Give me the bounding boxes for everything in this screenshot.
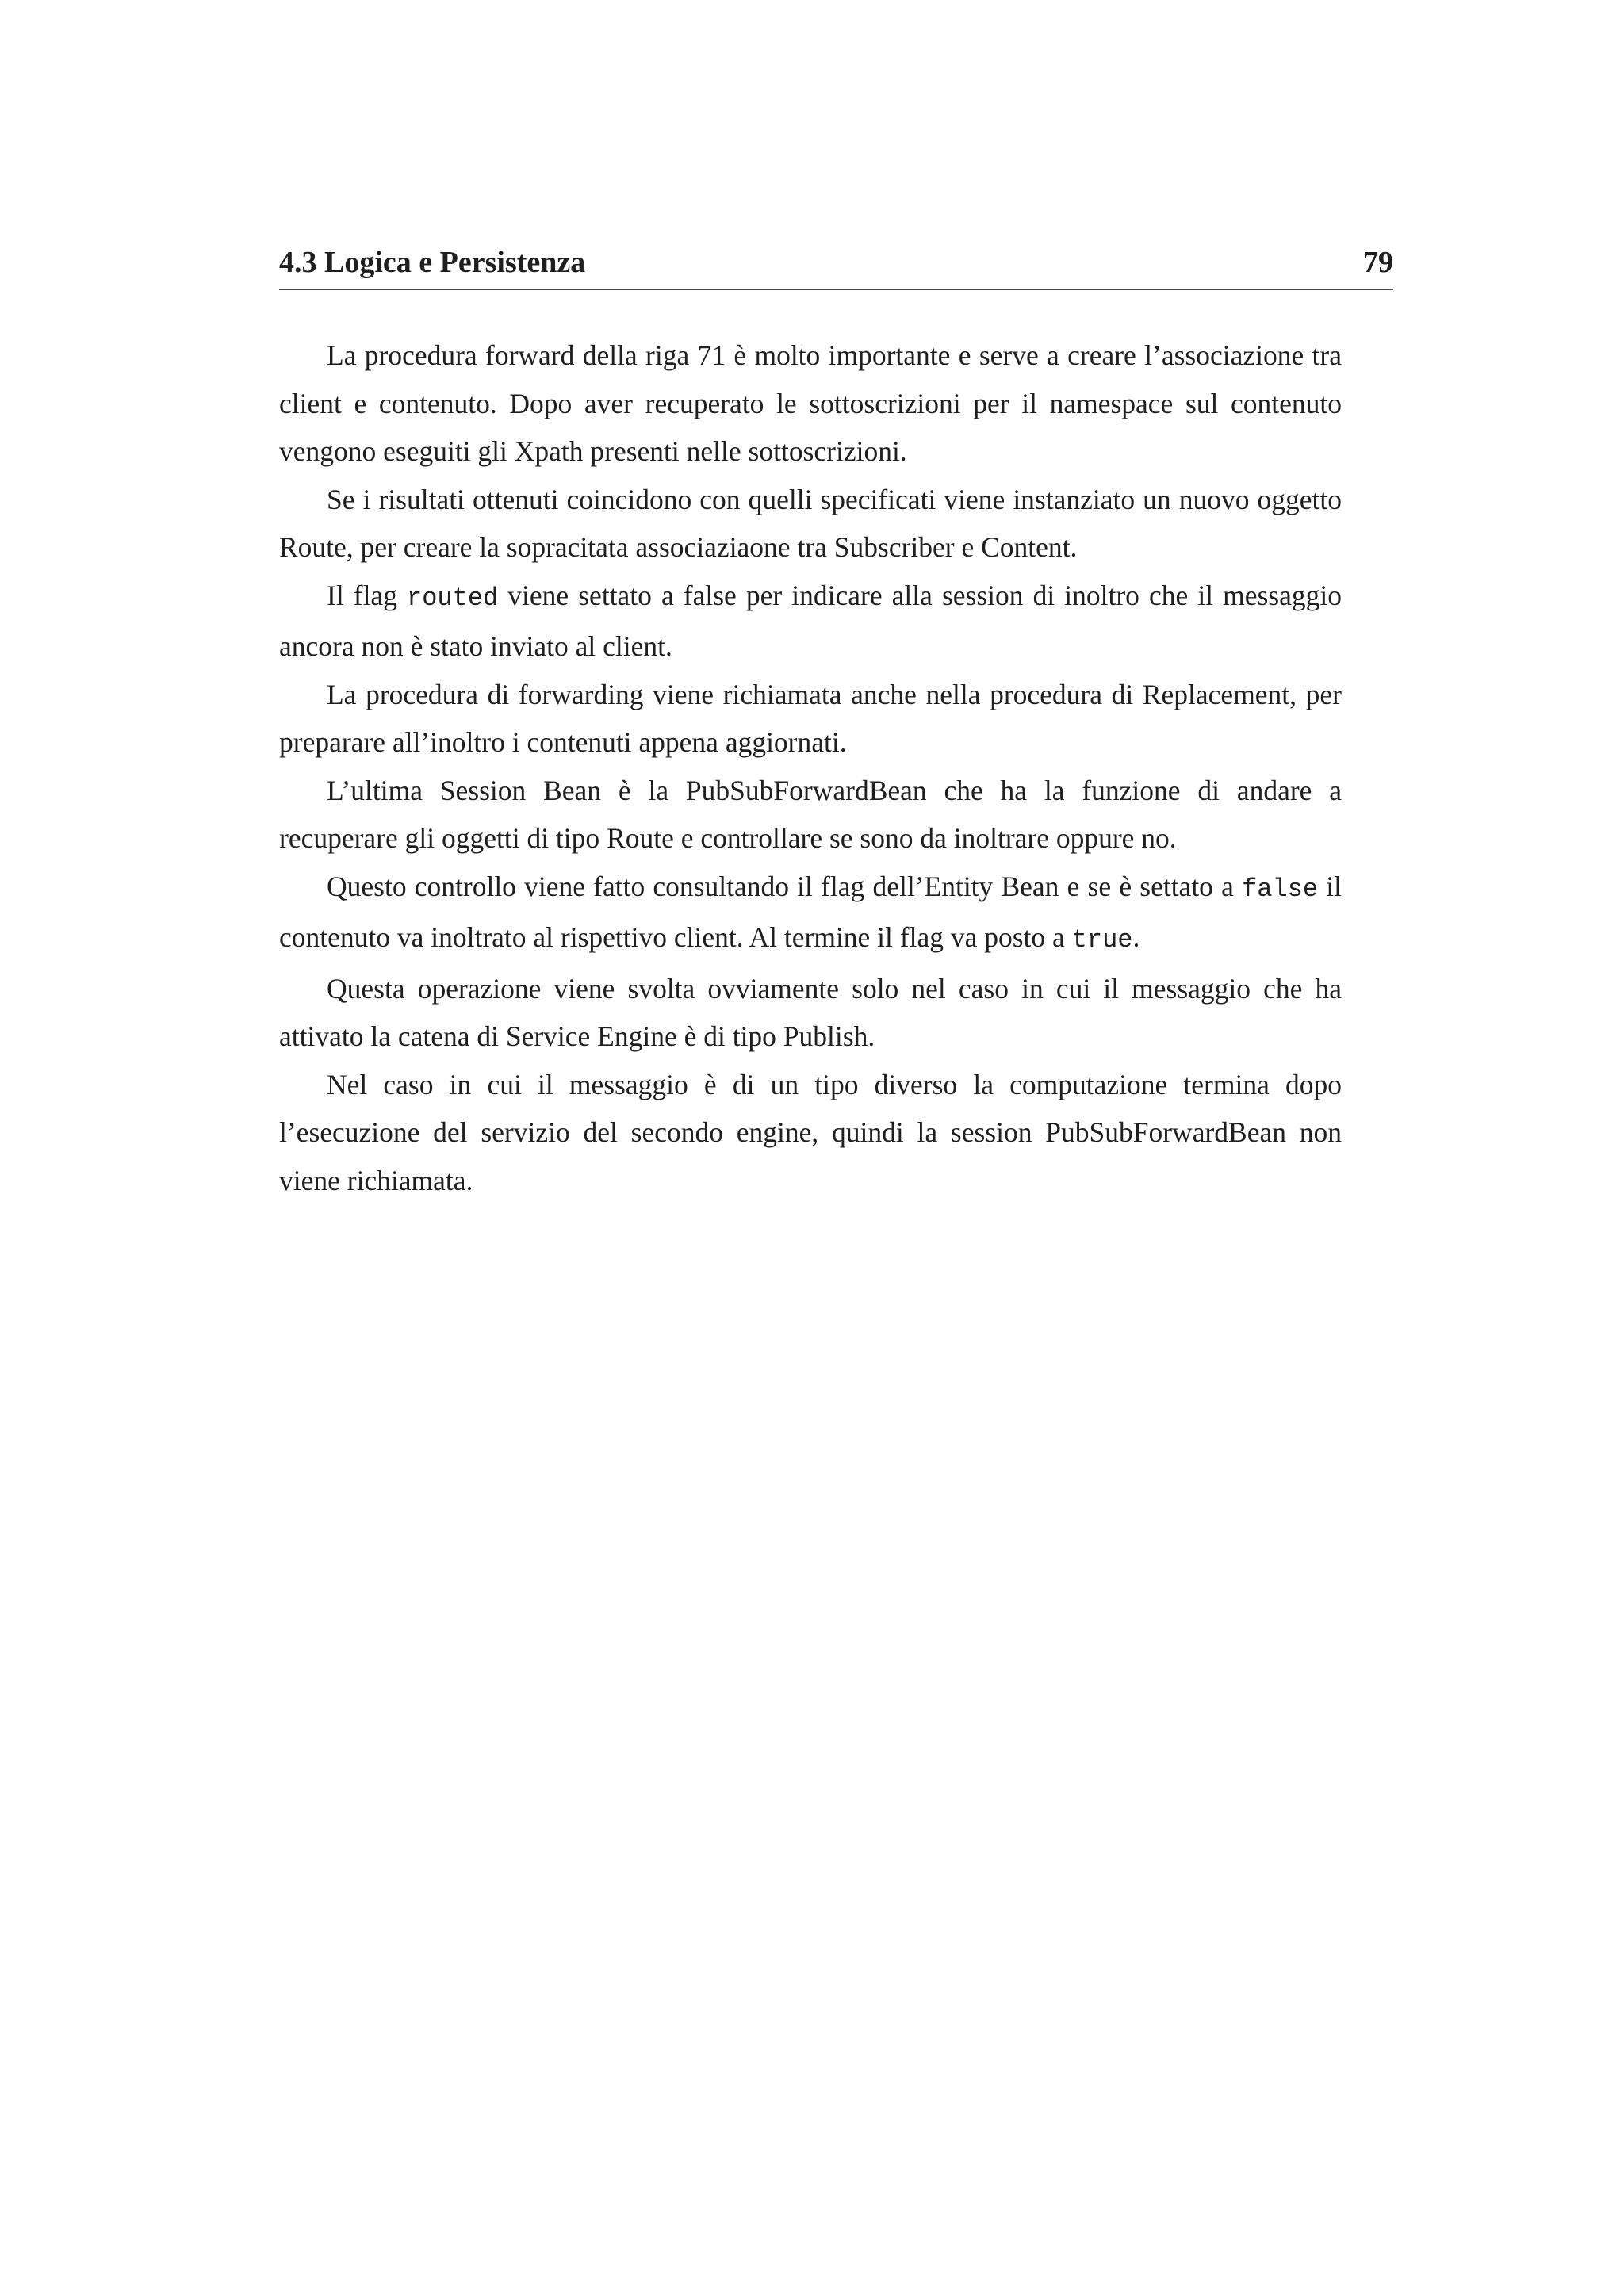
paragraph (279, 767, 1342, 863)
paragraph (279, 476, 1342, 572)
paragraph-text: La procedura forward della riga 71 è molto importante e serve a creare l’associazione tra client e contenuto. Dopo aver recuperato le sottoscrizioni per il namespace sul contenuto vengono eseguiti gli Xpath presenti nelle sottoscrizioni. (279, 339, 1342, 467)
inline-code-false: false (1242, 874, 1319, 904)
paragraph-text: il contenuto va inoltrato al rispettivo client. Al termine il flag va posto a (279, 870, 1342, 953)
inline-code-true: true (1071, 925, 1133, 955)
inline-code-routed: routed (407, 583, 499, 613)
section-title: 4.3 Logica e Persistenza (279, 246, 586, 279)
paragraph-text: Questo controllo viene fatto consultando il flag dell’Entity Bean e se è settato a (327, 870, 1243, 902)
paragraph-text: . (1132, 921, 1140, 953)
body-text (279, 331, 1342, 1204)
page (279, 247, 1393, 1204)
paragraph (279, 965, 1342, 1061)
paragraph (279, 671, 1342, 767)
running-header (279, 247, 1393, 290)
paragraph (279, 1061, 1342, 1205)
paragraph-text: Il flag (327, 579, 408, 611)
paragraph (279, 572, 1342, 671)
paragraph-text: La procedura di forwarding viene richiamata anche nella procedura di Replacement, per preparare all’inoltro i contenuti appena aggiornati. (279, 678, 1342, 758)
page-number: 79 (1363, 246, 1393, 279)
paragraph-text: viene settato a false per indicare alla session di inoltro che il messaggio ancora non è stato inviato al client. (279, 579, 1342, 662)
paragraph-text: L’ultima Session Bean è la PubSubForwardBean che ha la funzione di andare a recuperare gli oggetti di tipo Route e controllare se sono da inoltrare oppure no. (279, 774, 1342, 854)
paragraph (279, 331, 1342, 476)
paragraph-text: Se i risultati ottenuti coincidono con quelli specificati viene instanziato un nuovo oggetto Route, per creare la sopracitata associaziaone tra Subscriber e Content. (279, 483, 1342, 563)
paragraph (279, 863, 1342, 965)
paragraph-text: Nel caso in cui il messaggio è di un tipo diverso la computazione termina dopo l’esecuzione del servizio del secondo engine, quindi la session PubSubForwardBean non viene richiamata. (279, 1068, 1342, 1196)
paragraph-text: Questa operazione viene svolta ovviamente solo nel caso in cui il messaggio che ha attivato la catena di Service Engine è di tipo Publish. (279, 972, 1342, 1052)
